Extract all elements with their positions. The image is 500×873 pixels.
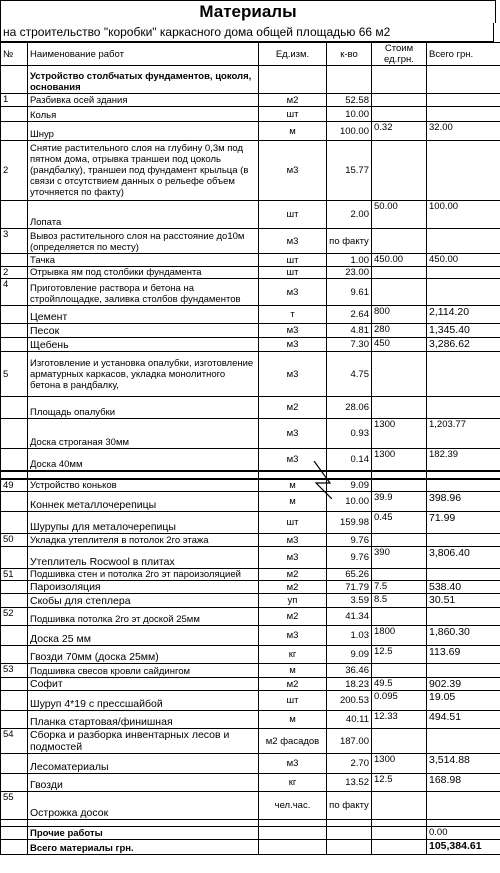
cell-unit: м2	[259, 94, 327, 107]
cell-row-number	[1, 820, 28, 827]
cell-unit-price: 0.095	[372, 691, 427, 711]
cell-quantity: 0.14	[327, 449, 372, 471]
cell-work-name: Острожка досок	[28, 792, 259, 820]
table-row	[1, 229, 500, 254]
cell-total: 19.05	[427, 691, 500, 711]
table-row	[1, 534, 500, 547]
materials-table	[0, 42, 500, 855]
cell-work-name: Подшивка стен и потолка 2го эт пароизоляцией	[28, 569, 259, 581]
cell-total	[427, 608, 500, 626]
cell-row-number	[1, 201, 28, 229]
cell-unit: м	[259, 711, 327, 729]
cell-unit: м3	[259, 449, 327, 471]
cell-work-name: Шнур	[28, 122, 259, 141]
table-row	[1, 754, 500, 774]
cell-work-name: Гвозди	[28, 774, 259, 792]
cell-row-number: 52	[1, 608, 28, 626]
cell-unit-price: 50.00	[372, 201, 427, 229]
cell-total: 3,286.62	[427, 338, 500, 352]
cell-row-number	[1, 774, 28, 792]
table-row	[1, 820, 500, 827]
table-row	[1, 66, 500, 94]
table-row	[1, 774, 500, 792]
cell-total	[427, 534, 500, 547]
cell-unit: шт	[259, 267, 327, 279]
table-row	[1, 664, 500, 678]
cell-work-name: Прочие работы	[28, 827, 259, 840]
cell-total	[427, 397, 500, 419]
cell-row-number: 2	[1, 141, 28, 201]
cell-unit-price	[372, 107, 427, 122]
cell-work-name: Устройство столбчатых фундаментов, цоколя, основания	[28, 66, 259, 94]
cell-unit: м2	[259, 581, 327, 594]
cell-total	[427, 729, 500, 754]
cell-total: 0.00	[427, 827, 500, 840]
cell-row-number	[1, 711, 28, 729]
cell-unit-price: 390	[372, 547, 427, 569]
cell-work-name: Подшивка свесов кровли сайдингом	[28, 664, 259, 678]
cell-total	[427, 267, 500, 279]
cell-total: 113.69	[427, 646, 500, 664]
table-row	[1, 691, 500, 711]
cell-work-name: Сборка и разборка инвентарных лесов и подмостей	[28, 729, 259, 754]
cell-total	[427, 792, 500, 820]
cell-total: 1,860.30	[427, 626, 500, 646]
cell-row-number: 1	[1, 94, 28, 107]
cell-quantity: 52.58	[327, 94, 372, 107]
cell-row-number: 2	[1, 267, 28, 279]
cell-unit: шт	[259, 691, 327, 711]
cell-unit-price: 1300	[372, 754, 427, 774]
cell-unit-price: 39.9	[372, 492, 427, 512]
table-row	[1, 492, 500, 512]
cell-unit	[259, 66, 327, 94]
cell-quantity: 10.00	[327, 492, 372, 512]
cell-work-name: Колья	[28, 107, 259, 122]
cell-quantity	[327, 66, 372, 94]
cell-unit: м3	[259, 229, 327, 254]
table-row	[1, 419, 500, 449]
cell-quantity: 71.79	[327, 581, 372, 594]
cell-work-name: Отрывка ям под столбики фундамента	[28, 267, 259, 279]
cell-unit-price	[372, 820, 427, 827]
cell-quantity: 159.98	[327, 512, 372, 534]
cell-total: 2,114.20	[427, 306, 500, 324]
cell-total	[427, 820, 500, 827]
cell-work-name: Лопата	[28, 201, 259, 229]
cell-total	[427, 569, 500, 581]
cell-unit-price: 450	[372, 338, 427, 352]
cell-row-number	[1, 492, 28, 512]
cell-quantity: 9.09	[327, 646, 372, 664]
cell-work-name: Тачка	[28, 254, 259, 267]
cell-quantity: 9.76	[327, 547, 372, 569]
cell-quantity	[327, 827, 372, 840]
cell-unit-price	[372, 397, 427, 419]
cell-quantity: 9.76	[327, 534, 372, 547]
cell-work-name: Пароизоляция	[28, 581, 259, 594]
cell-quantity: 1.00	[327, 254, 372, 267]
table-row	[1, 201, 500, 229]
table-row	[1, 711, 500, 729]
cell-quantity: 3.59	[327, 594, 372, 608]
cell-row-number	[1, 581, 28, 594]
cell-unit-price: 1300	[372, 419, 427, 449]
cell-total: 3,514.88	[427, 754, 500, 774]
break-cell	[372, 471, 427, 479]
cell-unit: м3	[259, 534, 327, 547]
cell-unit: уп	[259, 594, 327, 608]
table-row	[1, 449, 500, 471]
cell-total: 168.98	[427, 774, 500, 792]
cell-unit-price: 49.5	[372, 678, 427, 691]
cell-row-number: 49	[1, 479, 28, 492]
cell-unit: шт	[259, 201, 327, 229]
cell-unit-price: 0.32	[372, 122, 427, 141]
cell-work-name: Укладка утеплителя в потолок 2го этажа	[28, 534, 259, 547]
cell-work-name: Лесоматериалы	[28, 754, 259, 774]
cell-unit: м3	[259, 754, 327, 774]
cell-unit: кг	[259, 646, 327, 664]
cell-quantity: 23.00	[327, 267, 372, 279]
table-row	[1, 626, 500, 646]
cell-unit	[259, 827, 327, 840]
cell-total: 182.39	[427, 449, 500, 471]
cell-unit: м	[259, 122, 327, 141]
cell-row-number	[1, 107, 28, 122]
cell-row-number	[1, 827, 28, 840]
cell-row-number: 4	[1, 279, 28, 306]
cell-quantity: 4.81	[327, 324, 372, 338]
cell-total	[427, 141, 500, 201]
cell-unit-price	[372, 664, 427, 678]
cell-unit: м3	[259, 324, 327, 338]
cell-work-name: Скобы для степлера	[28, 594, 259, 608]
cell-row-number	[1, 397, 28, 419]
cell-total	[427, 279, 500, 306]
cell-quantity: 13.52	[327, 774, 372, 792]
cell-unit: м2	[259, 569, 327, 581]
table-row	[1, 581, 500, 594]
cell-work-name: Вывоз растительного слоя на расстояние до10м (определяется по месту)	[28, 229, 259, 254]
cell-quantity: 100.00	[327, 122, 372, 141]
cell-unit-price	[372, 66, 427, 94]
cell-unit: шт	[259, 107, 327, 122]
cell-total: 3,806.40	[427, 547, 500, 569]
cell-row-number	[1, 840, 28, 855]
cell-unit: м3	[259, 352, 327, 397]
header-work-name: Наименование работ	[28, 43, 259, 66]
table-row	[1, 512, 500, 534]
cell-quantity: 2.64	[327, 306, 372, 324]
cell-quantity: 7.30	[327, 338, 372, 352]
cell-row-number: 3	[1, 229, 28, 254]
cell-unit: м3	[259, 141, 327, 201]
table-row	[1, 840, 500, 855]
header-unit-price: Стоим ед.грн.	[372, 43, 427, 66]
cell-row-number	[1, 646, 28, 664]
cell-quantity: 65.26	[327, 569, 372, 581]
cell-total: 494.51	[427, 711, 500, 729]
table-break	[1, 471, 500, 479]
table-row	[1, 827, 500, 840]
cell-work-name: Коннек металлочерепицы	[28, 492, 259, 512]
table-row	[1, 792, 500, 820]
table-row	[1, 324, 500, 338]
cell-work-name: Всего материалы грн.	[28, 840, 259, 855]
cell-unit-price: 12.5	[372, 774, 427, 792]
cell-row-number: 5	[1, 352, 28, 397]
cell-quantity: 9.09	[327, 479, 372, 492]
cell-total: 538.40	[427, 581, 500, 594]
cell-unit-price	[372, 479, 427, 492]
cell-row-number: 54	[1, 729, 28, 754]
cell-unit-price	[372, 534, 427, 547]
cell-unit: м3	[259, 338, 327, 352]
cell-unit-price: 12.5	[372, 646, 427, 664]
break-cell	[327, 471, 372, 479]
cell-work-name: Песок	[28, 324, 259, 338]
header-quantity: к-во	[327, 43, 372, 66]
cell-total: 902.39	[427, 678, 500, 691]
cell-work-name: Шуруп 4*19 с прессшайбой	[28, 691, 259, 711]
cell-work-name: Цемент	[28, 306, 259, 324]
cell-quantity: 28.06	[327, 397, 372, 419]
cell-unit: т	[259, 306, 327, 324]
table-row	[1, 141, 500, 201]
cell-unit-price	[372, 267, 427, 279]
cell-quantity: 4.75	[327, 352, 372, 397]
cell-unit-price	[372, 840, 427, 855]
cell-work-name: Утеплитель Rocwool в плитах	[28, 547, 259, 569]
cell-row-number	[1, 594, 28, 608]
cell-unit-price	[372, 827, 427, 840]
cell-unit-price: 1800	[372, 626, 427, 646]
cell-unit-price	[372, 352, 427, 397]
cell-row-number	[1, 254, 28, 267]
table-row	[1, 479, 500, 492]
cell-work-name: Доска 25 мм	[28, 626, 259, 646]
table-row	[1, 352, 500, 397]
cell-unit-price	[372, 608, 427, 626]
cell-unit-price	[372, 229, 427, 254]
cell-unit: м2	[259, 608, 327, 626]
cell-unit: чел.час.	[259, 792, 327, 820]
cell-quantity: 18.23	[327, 678, 372, 691]
break-cell	[28, 471, 259, 479]
cell-unit-price: 7.5	[372, 581, 427, 594]
header-unit: Ед.изм.	[259, 43, 327, 66]
cell-unit	[259, 820, 327, 827]
cell-quantity	[327, 840, 372, 855]
cell-unit	[259, 840, 327, 855]
cell-quantity: по факту	[327, 792, 372, 820]
cell-work-name: Изготовление и установка опалубки, изготовление арматурных каркасов, укладка монолитного бетона в рандбалку,	[28, 352, 259, 397]
cell-quantity: 200.53	[327, 691, 372, 711]
cell-row-number: 51	[1, 569, 28, 581]
cell-unit: шт	[259, 512, 327, 534]
cell-unit: м2 фасадов	[259, 729, 327, 754]
table-row	[1, 107, 500, 122]
cell-unit-price: 1300	[372, 449, 427, 471]
cell-work-name: Приготовление раствора и бетона на стройплощадке, заливка столбов фундаментов	[28, 279, 259, 306]
cell-unit-price: 280	[372, 324, 427, 338]
table-row	[1, 338, 500, 352]
table-row	[1, 397, 500, 419]
cell-work-name: Гвозди 70мм (доска 25мм)	[28, 646, 259, 664]
cell-total: 105,384.61	[427, 840, 500, 855]
cell-unit: м3	[259, 279, 327, 306]
cell-row-number	[1, 324, 28, 338]
table-row	[1, 122, 500, 141]
cell-total: 30.51	[427, 594, 500, 608]
cell-work-name: Доска 40мм	[28, 449, 259, 471]
break-cell	[1, 471, 28, 479]
table-header-row	[1, 43, 500, 66]
cell-unit: кг	[259, 774, 327, 792]
cell-unit: м2	[259, 397, 327, 419]
cell-unit-price	[372, 569, 427, 581]
cell-unit-price	[372, 279, 427, 306]
cell-total: 71.99	[427, 512, 500, 534]
cell-work-name: Планка стартовая/финишная	[28, 711, 259, 729]
cell-row-number	[1, 678, 28, 691]
cell-unit-price	[372, 94, 427, 107]
table-row	[1, 254, 500, 267]
cell-quantity: по факту	[327, 229, 372, 254]
cell-unit-price: 8.5	[372, 594, 427, 608]
cell-unit: м3	[259, 419, 327, 449]
break-cell	[427, 471, 500, 479]
cell-quantity	[327, 820, 372, 827]
cell-row-number	[1, 547, 28, 569]
cell-work-name: Софит	[28, 678, 259, 691]
cell-total	[427, 107, 500, 122]
cell-unit: м3	[259, 626, 327, 646]
cell-work-name: Подшивка потолка 2го эт доской 25мм	[28, 608, 259, 626]
cell-quantity: 9.61	[327, 279, 372, 306]
cell-total	[427, 352, 500, 397]
cell-work-name: Устройство коньков	[28, 479, 259, 492]
cell-row-number	[1, 449, 28, 471]
cell-unit-price	[372, 792, 427, 820]
header-number: №	[1, 43, 28, 66]
cell-total	[427, 664, 500, 678]
cell-total	[427, 94, 500, 107]
cell-unit: м	[259, 664, 327, 678]
cell-work-name: Доска строганая 30мм	[28, 419, 259, 449]
cell-row-number	[1, 512, 28, 534]
cell-total: 32.00	[427, 122, 500, 141]
cell-unit-price: 12.33	[372, 711, 427, 729]
table-row	[1, 547, 500, 569]
header-total: Всего грн.	[427, 43, 500, 66]
table-row	[1, 306, 500, 324]
cell-total: 450.00	[427, 254, 500, 267]
cell-unit-price: 800	[372, 306, 427, 324]
sheet-title: Материалы	[0, 0, 496, 23]
cell-quantity: 187.00	[327, 729, 372, 754]
cell-quantity: 2.00	[327, 201, 372, 229]
table-row	[1, 729, 500, 754]
cell-work-name	[28, 820, 259, 827]
cell-work-name: Шурупы для металочерепицы	[28, 512, 259, 534]
cell-total: 1,203.77	[427, 419, 500, 449]
cell-row-number: 50	[1, 534, 28, 547]
table-row	[1, 608, 500, 626]
cell-unit-price	[372, 141, 427, 201]
cell-unit-price: 0.45	[372, 512, 427, 534]
table-break-mark	[312, 461, 332, 499]
table-row	[1, 94, 500, 107]
cell-unit-price: 450.00	[372, 254, 427, 267]
cell-unit: шт	[259, 254, 327, 267]
cell-total	[427, 229, 500, 254]
cell-row-number	[1, 306, 28, 324]
cell-row-number	[1, 754, 28, 774]
cell-row-number: 55	[1, 792, 28, 820]
cell-row-number	[1, 66, 28, 94]
cell-total: 398.96	[427, 492, 500, 512]
table-row	[1, 646, 500, 664]
cell-unit: м	[259, 479, 327, 492]
cell-quantity: 15.77	[327, 141, 372, 201]
cell-unit: м	[259, 492, 327, 512]
table-row	[1, 678, 500, 691]
cell-row-number: 53	[1, 664, 28, 678]
table-row	[1, 279, 500, 306]
cell-quantity: 1.03	[327, 626, 372, 646]
cell-quantity: 0.93	[327, 419, 372, 449]
cell-work-name: Площадь опалубки	[28, 397, 259, 419]
table-row	[1, 594, 500, 608]
cell-row-number	[1, 419, 28, 449]
cell-work-name: Щебень	[28, 338, 259, 352]
cell-work-name: Снятие растительного слоя на глубину 0,3м под пятном дома, отрывка траншеи под цоколь (рандбалку), траншеи под фундамент крыльца (в связи с отсутствием данных о рельефе объем уточняется по факту)	[28, 141, 259, 201]
sheet-subtitle: на строительство "коробки" каркасного дома общей площадью 66 м2	[0, 23, 494, 42]
table-row	[1, 569, 500, 581]
cell-total	[427, 66, 500, 94]
cell-row-number	[1, 626, 28, 646]
cell-quantity: 40.11	[327, 711, 372, 729]
cell-quantity: 41.34	[327, 608, 372, 626]
cell-row-number	[1, 691, 28, 711]
cell-unit-price	[372, 729, 427, 754]
cell-quantity: 10.00	[327, 107, 372, 122]
cell-unit: м3	[259, 547, 327, 569]
table-row	[1, 267, 500, 279]
cell-row-number	[1, 122, 28, 141]
cell-total: 1,345.40	[427, 324, 500, 338]
cell-total	[427, 479, 500, 492]
cell-row-number	[1, 338, 28, 352]
cell-work-name: Разбивка осей здания	[28, 94, 259, 107]
cell-quantity: 36.46	[327, 664, 372, 678]
cell-total: 100.00	[427, 201, 500, 229]
cell-unit: м2	[259, 678, 327, 691]
cell-quantity: 2.70	[327, 754, 372, 774]
